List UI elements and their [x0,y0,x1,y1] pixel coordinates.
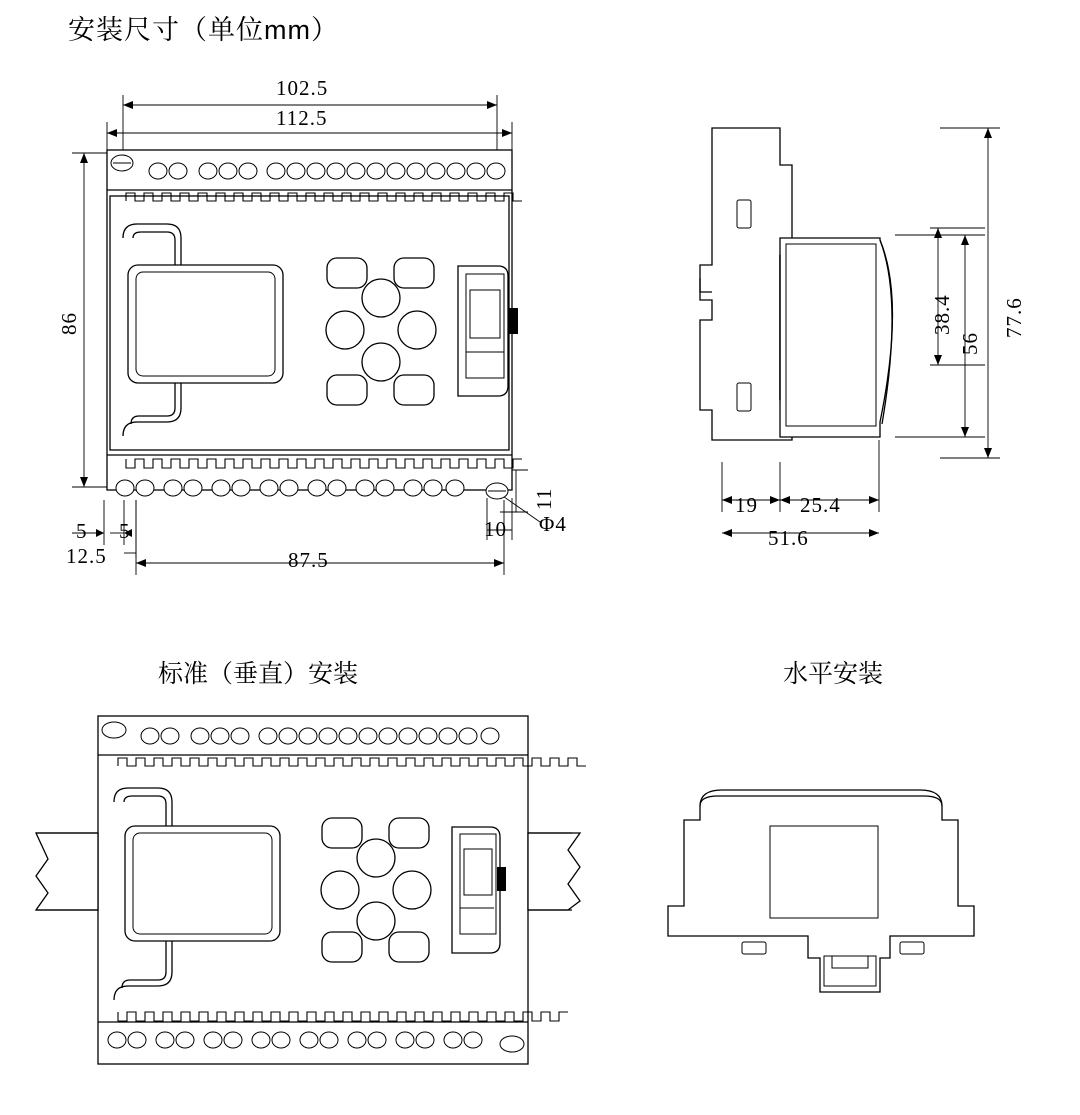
dim-left-5b: 5 [119,519,131,543]
page-title: 安装尺寸（单位mm） [68,15,339,45]
caption-vertical-mount: 标准（垂直）安装 [158,660,359,688]
dim-12-5: 12.5 [66,544,107,568]
caption-horizontal-mount: 水平安装 [783,660,884,688]
dim-38-4: 38.4 [930,294,954,335]
dim-112-5: 112.5 [276,106,328,130]
dim-10: 10 [484,517,507,541]
dim-87-5: 87.5 [288,548,329,572]
dim-86: 86 [57,312,81,335]
dim-25-4: 25.4 [800,493,841,517]
dim-102-5: 102.5 [276,76,329,100]
dim-left-5a: 5 [76,519,88,543]
dim-77-6: 77.6 [1002,297,1026,338]
dim-56: 56 [958,332,982,355]
dim-phi-4: Φ4 [539,512,567,536]
dim-51-6: 51.6 [768,526,809,550]
dim-19: 19 [735,493,758,517]
dim-11: 11 [532,487,556,510]
